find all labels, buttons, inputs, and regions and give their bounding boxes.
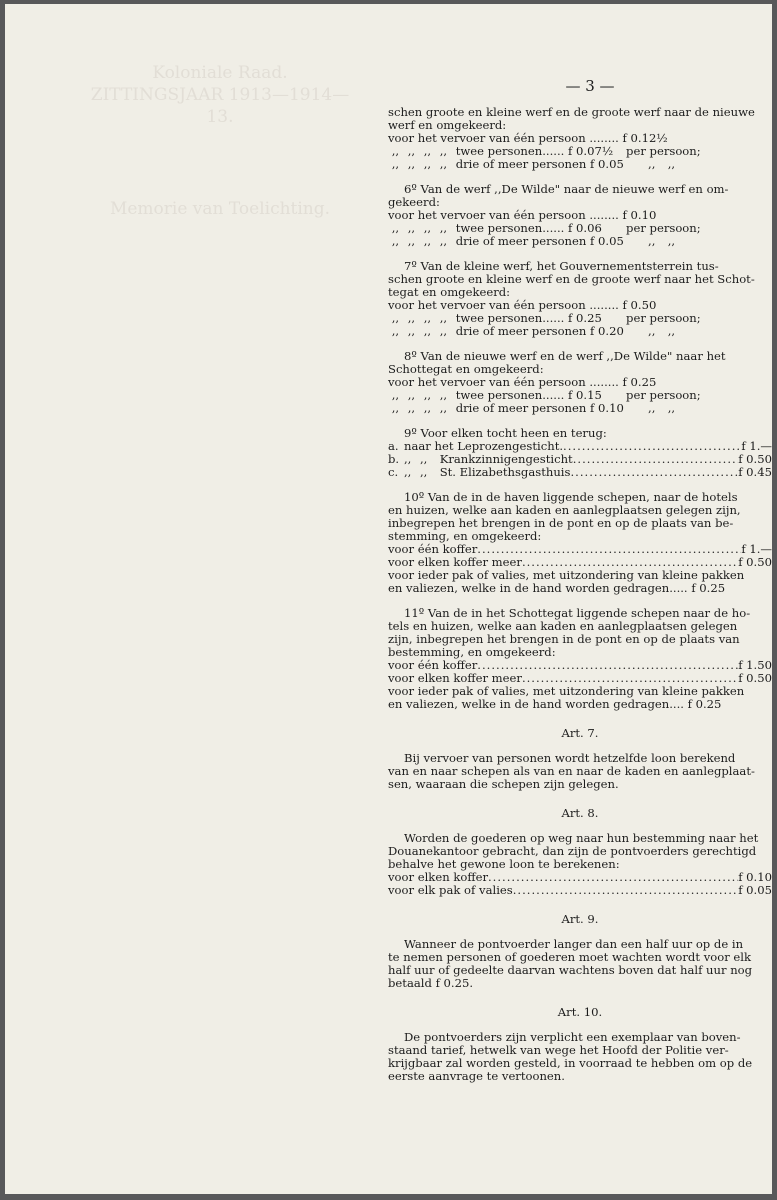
article-9-heading: Art. 9. — [561, 912, 599, 926]
rate-line: ,, ,, ,, ,, drie of meer personen f 0.05 ,, ,, — [391, 157, 676, 171]
article-10-heading: Art. 10. — [557, 1005, 603, 1019]
tariff-item-9: 9º Voor elken tocht heen en terug: a. naar het Leprozengesticht. ..... f 1.— b. ,, ,, Krankzinnigengesticht ..... f 0.50 c. ,, ,, St. Elizabethsgasthuis ..... f 0.45 — [388, 427, 772, 479]
article-7-heading: Art. 7. — [561, 726, 599, 740]
tariff-item-11: 11º Van de in het Schottegat liggende schepen naar de ho- tels en huizen, welke aan kaden en aanlegplaatsen gelegen zijn, inbegrepen het brengen in de pont en op de plaats van bestemming, en omgekeerd: voor één koffer ..... f 1.50 voor elken koffer meer ..... f 0.50 voor ieder pak of valies, met uitzondering van kleine pakken en valiezen, welke in de hand worden gedragen.... f 0.25 — [388, 607, 772, 711]
tariff-item-8: 8º Van de nieuwe werf en de werf ,,De Wilde" naar het Schottegat en omgekeerd: voor het vervoer van één persoon ........ f 0.25 ,, ,, ,, ,, twee personen...... f 0.15 per persoon; ,, ,, ,, ,, drie of meer personen f 0.10 ,, ,, — [388, 349, 726, 415]
text-line: werf en omgekeerd: — [388, 118, 507, 132]
text-column — [388, 76, 772, 1083]
rate-line: voor het vervoer van één persoon ........ f 0.12½ — [388, 131, 668, 145]
rate-line: ,, ,, ,, ,, twee personen...... f 0.07½ per persoon; — [391, 144, 701, 158]
article-8-body: Worden de goederen op weg naar hun bestemming naar het Douanekantoor gebracht, dan zijn de pontvoerders gerechtigd behalve het gewone loon te berekenen: voor elken koffer ..... f 0.10 voor elk pak of valies ..... f 0.05 — [388, 832, 772, 897]
tariff-item-6: 6º Van de werf ,,De Wilde" naar de nieuwe werf en om- gekeerd: voor het vervoer van één persoon ........ f 0.10 ,, ,, ,, ,, twee personen...... f 0.06 per persoon; ,, ,, ,, ,, drie of meer personen f 0.05 ,, ,, — [388, 182, 729, 248]
tariff-item-10: 10º Van de in de haven liggende schepen, naar de hotels en huizen, welke aan kaden en aanlegplaatsen gelegen zijn, inbegrepen het brengen in de pont en op de plaats van be- stemming, en omgekeerd: voor één koffer ..... f 1.— voor elken koffer meer ..... f 0.50 voor ieder pak of valies, met uitzondering van kleine pakken en valiezen, welke in de hand worden gedragen..... f 0.25 — [388, 491, 772, 595]
article-10-body: De pontvoerders zijn verplicht een exemplaar van boven- staand tarief, hetwelk van wege het Hoofd der Politie ver- krijgbaar zal worden gesteld, in voorraad te hebben om op de eerste aanvrage te vertoonen. — [388, 1030, 753, 1083]
document-page — [5, 4, 772, 1194]
article-7-body: Bij vervoer van personen wordt hetzelfde loon berekend van en naar schepen als van en naar de kaden en aanlegplaat- sen, waaraan die schepen zijn gelegen. — [388, 751, 755, 791]
text-line: schen groote en kleine werf en de groote werf naar de nieuwe — [388, 105, 755, 119]
article-8-heading: Art. 8. — [561, 806, 599, 820]
page-number: — 3 — — [565, 77, 615, 95]
tariff-item-7: 7º Van de kleine werf, het Gouvernementsterrein tus- schen groote en kleine werf en de groote werf naar het Schot- tegat en omgekeerd: voor het vervoer van één persoon ........ f 0.50 ,, ,, ,, ,, twee personen...... f 0.25 per persoon; ,, ,, ,, ,, drie of meer personen f 0.20 ,, ,, — [388, 259, 755, 338]
bleed-through-header: Koloniale Raad. ZITTINGSJAAR 1913—1914—13. Memorie van Toelichting. — [90, 63, 350, 219]
article-9-body: Wanneer de pontvoerder langer dan een half uur op de in te nemen personen of goederen moet wachten wordt voor elk half uur of gedeelte daarvan wachtens boven dat half uur nog betaald f 0.25. — [388, 937, 753, 990]
